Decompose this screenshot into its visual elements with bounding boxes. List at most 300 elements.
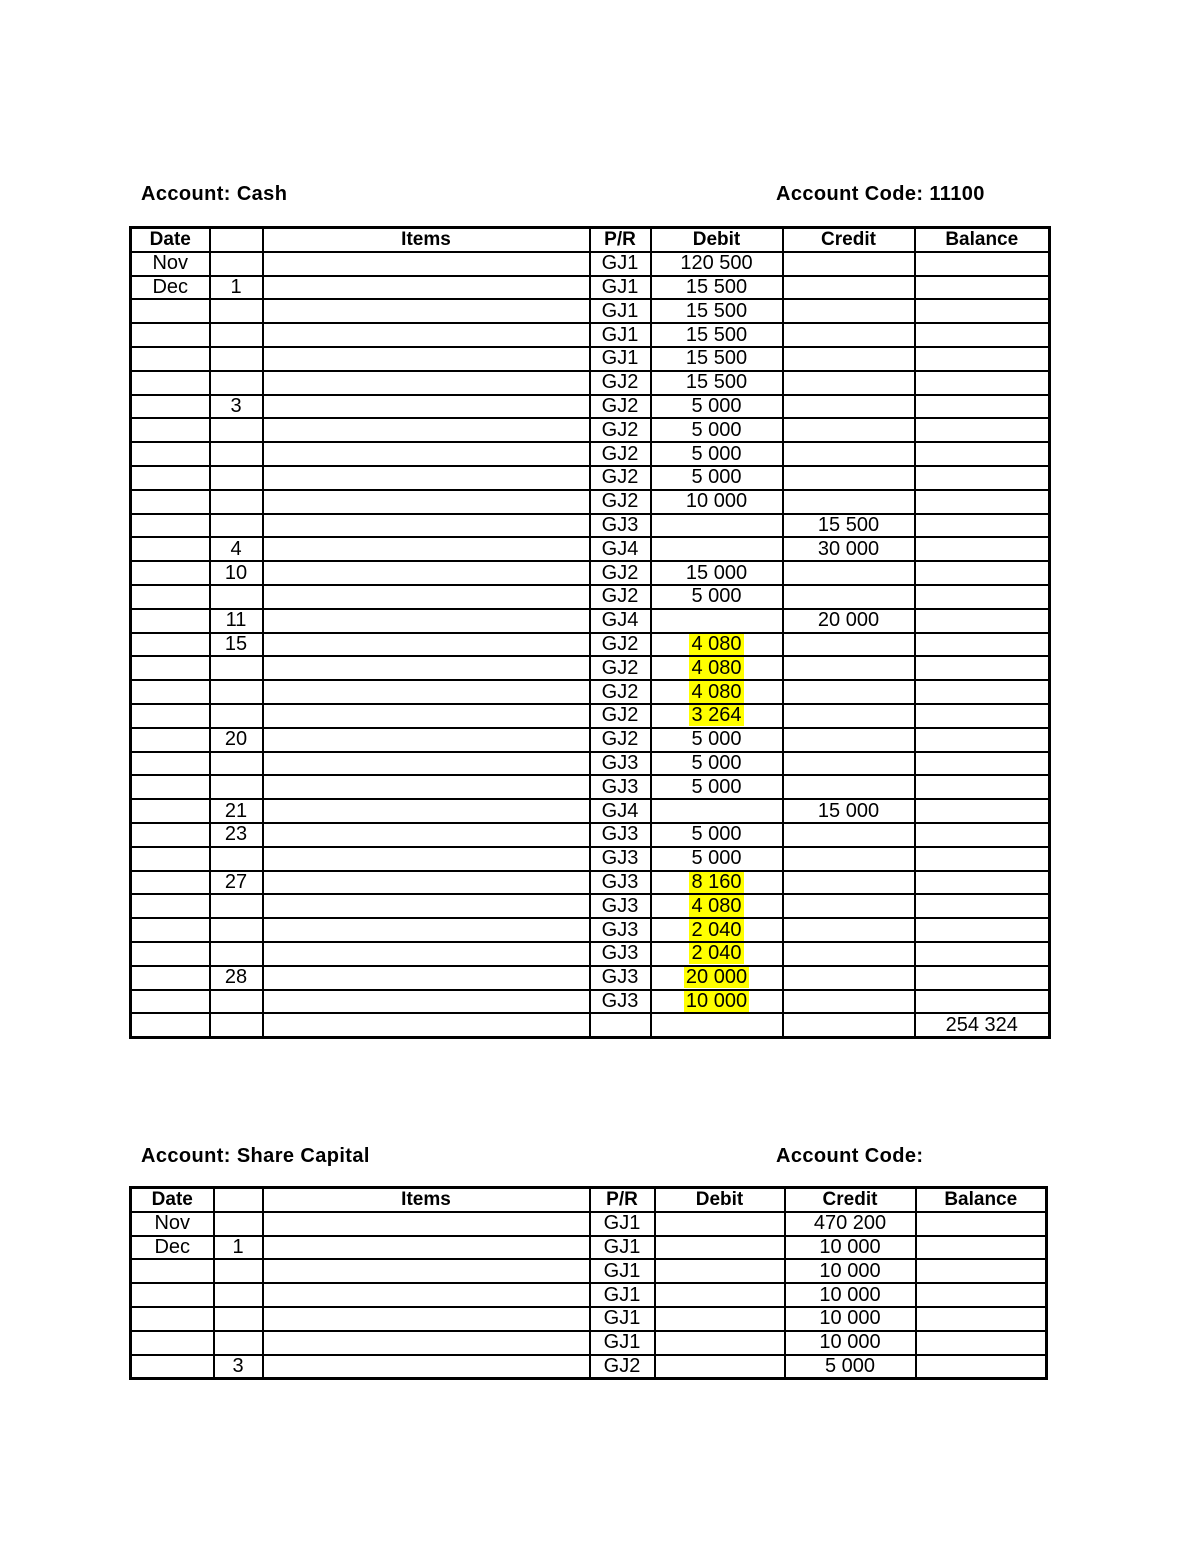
ledger-row bbox=[131, 490, 1050, 514]
items-cell bbox=[263, 1283, 590, 1307]
col-header-balance: Balance bbox=[915, 228, 1050, 252]
items-cell bbox=[263, 1331, 590, 1355]
credit-cell: 10 000 bbox=[785, 1307, 916, 1331]
balance-cell bbox=[916, 1283, 1047, 1307]
credit-cell bbox=[783, 418, 915, 442]
balance-cell bbox=[915, 942, 1050, 966]
date-day-cell bbox=[210, 514, 263, 538]
balance-cell bbox=[915, 728, 1050, 752]
date-day-cell: 21 bbox=[210, 799, 263, 823]
col-header-credit: Credit bbox=[785, 1188, 916, 1212]
items-cell bbox=[263, 371, 590, 395]
balance-cell bbox=[915, 537, 1050, 561]
date-day-cell bbox=[210, 466, 263, 490]
debit-cell: 5 000 bbox=[651, 847, 783, 871]
balance-cell bbox=[915, 299, 1050, 323]
account-name: Account: Cash bbox=[141, 183, 288, 205]
ledger-row bbox=[131, 704, 1050, 728]
highlighted-amount: 4 080 bbox=[691, 680, 742, 703]
items-cell bbox=[263, 252, 590, 276]
debit-cell: 5 000 bbox=[651, 823, 783, 847]
balance-cell bbox=[916, 1236, 1047, 1260]
pr-cell bbox=[590, 1013, 651, 1037]
items-cell bbox=[263, 894, 590, 918]
date-month-cell bbox=[131, 395, 210, 419]
credit-cell bbox=[783, 966, 915, 990]
pr-cell: GJ3 bbox=[590, 752, 651, 776]
balance-cell bbox=[916, 1259, 1047, 1283]
date-day-cell bbox=[210, 347, 263, 371]
items-cell bbox=[263, 656, 590, 680]
ledger-row bbox=[131, 299, 1050, 323]
pr-cell: GJ4 bbox=[590, 609, 651, 633]
balance-cell bbox=[915, 323, 1050, 347]
items-cell bbox=[263, 561, 590, 585]
items-cell bbox=[263, 680, 590, 704]
balance-cell bbox=[915, 680, 1050, 704]
credit-cell bbox=[783, 1013, 915, 1037]
date-month-cell bbox=[131, 942, 210, 966]
balance-cell bbox=[915, 775, 1050, 799]
ledger-row bbox=[131, 680, 1050, 704]
credit-cell bbox=[783, 371, 915, 395]
balance-cell bbox=[915, 514, 1050, 538]
debit-cell: 120 500 bbox=[651, 252, 783, 276]
date-day-cell: 4 bbox=[210, 537, 263, 561]
date-month-cell bbox=[131, 847, 210, 871]
highlighted-amount: 3 264 bbox=[691, 704, 742, 727]
highlighted-amount: 20 000 bbox=[685, 966, 748, 989]
items-cell bbox=[263, 728, 590, 752]
credit-cell bbox=[783, 585, 915, 609]
credit-cell bbox=[783, 942, 915, 966]
date-day-cell bbox=[210, 371, 263, 395]
date-month-cell bbox=[131, 1355, 214, 1379]
ledger-row bbox=[131, 561, 1050, 585]
items-cell bbox=[263, 299, 590, 323]
debit-cell bbox=[651, 942, 783, 966]
ledger-row bbox=[131, 871, 1050, 895]
date-month-cell bbox=[131, 990, 210, 1014]
date-day-cell bbox=[210, 252, 263, 276]
debit-cell bbox=[655, 1283, 785, 1307]
pr-cell: GJ2 bbox=[590, 371, 651, 395]
date-day-cell: 28 bbox=[210, 966, 263, 990]
date-month-cell bbox=[131, 680, 210, 704]
credit-cell bbox=[783, 680, 915, 704]
debit-cell bbox=[651, 918, 783, 942]
credit-cell bbox=[783, 775, 915, 799]
share-capital-account-header bbox=[141, 1145, 1001, 1175]
pr-cell: GJ1 bbox=[590, 347, 651, 371]
ledger-row bbox=[131, 442, 1050, 466]
ledger-rows bbox=[131, 252, 1050, 1038]
items-cell bbox=[263, 323, 590, 347]
pr-cell: GJ2 bbox=[590, 561, 651, 585]
items-cell bbox=[263, 918, 590, 942]
date-month-cell: Nov bbox=[131, 252, 210, 276]
credit-cell bbox=[783, 823, 915, 847]
col-header-items: Items bbox=[263, 1188, 590, 1212]
credit-cell bbox=[783, 918, 915, 942]
debit-cell: 5 000 bbox=[651, 728, 783, 752]
col-header-debit: Debit bbox=[655, 1188, 785, 1212]
items-cell bbox=[263, 490, 590, 514]
date-day-cell bbox=[210, 418, 263, 442]
debit-cell bbox=[651, 680, 783, 704]
ledger-row bbox=[131, 1013, 1050, 1037]
pr-cell: GJ3 bbox=[590, 823, 651, 847]
pr-cell: GJ2 bbox=[590, 395, 651, 419]
ledger-row bbox=[131, 323, 1050, 347]
highlighted-amount: 4 080 bbox=[691, 894, 742, 917]
date-month-cell bbox=[131, 442, 210, 466]
date-day-cell bbox=[214, 1283, 263, 1307]
date-month-cell bbox=[131, 1331, 214, 1355]
items-cell bbox=[263, 1013, 590, 1037]
credit-cell bbox=[783, 299, 915, 323]
debit-cell: 5 000 bbox=[651, 442, 783, 466]
items-cell bbox=[263, 276, 590, 300]
debit-cell bbox=[651, 990, 783, 1014]
ledger-row bbox=[131, 514, 1050, 538]
date-month-cell bbox=[131, 799, 210, 823]
credit-cell bbox=[783, 871, 915, 895]
date-month-cell bbox=[131, 466, 210, 490]
credit-cell bbox=[783, 323, 915, 347]
credit-cell: 10 000 bbox=[785, 1283, 916, 1307]
balance-cell bbox=[915, 609, 1050, 633]
balance-cell bbox=[915, 633, 1050, 657]
highlighted-amount: 4 080 bbox=[691, 656, 742, 679]
items-cell bbox=[263, 1236, 590, 1260]
ledger-rows bbox=[131, 1212, 1047, 1379]
items-cell bbox=[263, 1307, 590, 1331]
date-month-cell bbox=[131, 537, 210, 561]
debit-cell bbox=[651, 871, 783, 895]
highlighted-amount: 4 080 bbox=[691, 632, 742, 655]
ledger-row bbox=[131, 395, 1050, 419]
ledger-row bbox=[131, 466, 1050, 490]
debit-cell bbox=[651, 894, 783, 918]
balance-cell bbox=[915, 466, 1050, 490]
credit-cell bbox=[783, 466, 915, 490]
account-name: Account: Share Capital bbox=[141, 1145, 370, 1167]
balance-cell: 254 324 bbox=[915, 1013, 1050, 1037]
ledger-row bbox=[131, 894, 1050, 918]
balance-cell bbox=[915, 918, 1050, 942]
ledger-row bbox=[131, 847, 1050, 871]
debit-cell bbox=[651, 609, 783, 633]
date-month-cell bbox=[131, 1283, 214, 1307]
debit-cell: 15 500 bbox=[651, 276, 783, 300]
col-header-date: Date bbox=[131, 228, 210, 252]
date-day-cell bbox=[210, 775, 263, 799]
date-month-cell bbox=[131, 728, 210, 752]
date-month-cell bbox=[131, 347, 210, 371]
items-cell bbox=[263, 1355, 590, 1379]
date-month-cell bbox=[131, 775, 210, 799]
items-cell bbox=[263, 823, 590, 847]
col-header-pr: P/R bbox=[590, 1188, 655, 1212]
date-month-cell bbox=[131, 561, 210, 585]
date-month-cell bbox=[131, 490, 210, 514]
date-day-cell bbox=[210, 752, 263, 776]
items-cell bbox=[263, 752, 590, 776]
debit-cell: 15 500 bbox=[651, 299, 783, 323]
debit-cell: 15 500 bbox=[651, 347, 783, 371]
pr-cell: GJ3 bbox=[590, 514, 651, 538]
date-day-cell: 11 bbox=[210, 609, 263, 633]
items-cell bbox=[263, 990, 590, 1014]
pr-cell: GJ3 bbox=[590, 847, 651, 871]
credit-cell: 10 000 bbox=[785, 1331, 916, 1355]
items-cell bbox=[263, 395, 590, 419]
col-header-items: Items bbox=[263, 228, 590, 252]
date-day-cell: 3 bbox=[214, 1355, 263, 1379]
ledger-row bbox=[131, 418, 1050, 442]
credit-cell bbox=[783, 728, 915, 752]
date-day-cell bbox=[210, 585, 263, 609]
debit-cell bbox=[655, 1259, 785, 1283]
ledger-row bbox=[131, 347, 1050, 371]
balance-cell bbox=[915, 276, 1050, 300]
date-month-cell bbox=[131, 894, 210, 918]
credit-cell bbox=[783, 442, 915, 466]
cash-account-header bbox=[141, 183, 1001, 213]
credit-cell bbox=[783, 561, 915, 585]
balance-cell bbox=[915, 418, 1050, 442]
balance-cell bbox=[915, 347, 1050, 371]
date-day-cell bbox=[210, 918, 263, 942]
balance-cell bbox=[915, 395, 1050, 419]
pr-cell: GJ2 bbox=[590, 656, 651, 680]
credit-cell: 5 000 bbox=[785, 1355, 916, 1379]
debit-cell bbox=[651, 966, 783, 990]
pr-cell: GJ2 bbox=[590, 418, 651, 442]
pr-cell: GJ2 bbox=[590, 490, 651, 514]
pr-cell: GJ1 bbox=[590, 1236, 655, 1260]
date-day-cell bbox=[210, 299, 263, 323]
debit-cell: 5 000 bbox=[651, 775, 783, 799]
balance-cell bbox=[916, 1331, 1047, 1355]
highlighted-amount: 8 160 bbox=[691, 870, 742, 893]
date-day-cell bbox=[210, 442, 263, 466]
balance-cell bbox=[915, 752, 1050, 776]
balance-cell bbox=[916, 1212, 1047, 1236]
debit-cell: 5 000 bbox=[651, 585, 783, 609]
col-header-date: Date bbox=[131, 1188, 214, 1212]
ledger-row bbox=[131, 918, 1050, 942]
balance-cell bbox=[915, 561, 1050, 585]
debit-cell bbox=[655, 1212, 785, 1236]
debit-cell bbox=[655, 1236, 785, 1260]
col-header-credit: Credit bbox=[783, 228, 915, 252]
debit-cell: 5 000 bbox=[651, 466, 783, 490]
date-day-cell: 10 bbox=[210, 561, 263, 585]
highlighted-amount: 2 040 bbox=[691, 918, 742, 941]
balance-cell bbox=[915, 871, 1050, 895]
date-month-cell bbox=[131, 514, 210, 538]
date-month-cell bbox=[131, 656, 210, 680]
debit-cell: 5 000 bbox=[651, 752, 783, 776]
date-month-cell bbox=[131, 704, 210, 728]
ledger-row bbox=[131, 966, 1050, 990]
balance-cell bbox=[915, 252, 1050, 276]
ledger-row bbox=[131, 1355, 1047, 1379]
pr-cell: GJ2 bbox=[590, 585, 651, 609]
credit-cell bbox=[783, 656, 915, 680]
ledger-row bbox=[131, 799, 1050, 823]
credit-cell bbox=[783, 990, 915, 1014]
col-header-debit: Debit bbox=[651, 228, 783, 252]
date-month-cell bbox=[131, 871, 210, 895]
credit-cell: 15 000 bbox=[783, 799, 915, 823]
credit-cell bbox=[783, 894, 915, 918]
debit-cell bbox=[651, 537, 783, 561]
items-cell bbox=[263, 966, 590, 990]
ledger-row bbox=[131, 1283, 1047, 1307]
cash-ledger-table bbox=[129, 226, 1051, 1039]
credit-cell bbox=[783, 252, 915, 276]
date-day-cell bbox=[214, 1331, 263, 1355]
credit-cell bbox=[783, 276, 915, 300]
balance-cell bbox=[915, 894, 1050, 918]
date-month-cell bbox=[131, 752, 210, 776]
items-cell bbox=[263, 466, 590, 490]
items-cell bbox=[263, 537, 590, 561]
pr-cell: GJ3 bbox=[590, 990, 651, 1014]
date-day-cell: 3 bbox=[210, 395, 263, 419]
ledger-row bbox=[131, 942, 1050, 966]
ledger-row bbox=[131, 1212, 1047, 1236]
ledger-row bbox=[131, 609, 1050, 633]
ledger-row bbox=[131, 990, 1050, 1014]
date-day-cell: 23 bbox=[210, 823, 263, 847]
items-cell bbox=[263, 347, 590, 371]
pr-cell: GJ1 bbox=[590, 1212, 655, 1236]
date-month-cell bbox=[131, 633, 210, 657]
pr-cell: GJ1 bbox=[590, 276, 651, 300]
credit-cell bbox=[783, 704, 915, 728]
ledger-row bbox=[131, 1236, 1047, 1260]
pr-cell: GJ3 bbox=[590, 966, 651, 990]
date-month-cell bbox=[131, 299, 210, 323]
balance-cell bbox=[916, 1355, 1047, 1379]
balance-cell bbox=[915, 442, 1050, 466]
credit-cell: 20 000 bbox=[783, 609, 915, 633]
credit-cell bbox=[783, 752, 915, 776]
items-cell bbox=[263, 942, 590, 966]
date-day-cell bbox=[210, 847, 263, 871]
ledger-row bbox=[131, 537, 1050, 561]
credit-cell: 470 200 bbox=[785, 1212, 916, 1236]
pr-cell: GJ2 bbox=[590, 442, 651, 466]
debit-cell: 15 500 bbox=[651, 371, 783, 395]
date-month-cell bbox=[131, 609, 210, 633]
debit-cell bbox=[651, 704, 783, 728]
date-month-cell bbox=[131, 1013, 210, 1037]
ledger-row bbox=[131, 1331, 1047, 1355]
balance-cell bbox=[915, 847, 1050, 871]
debit-cell bbox=[651, 1013, 783, 1037]
debit-cell bbox=[655, 1307, 785, 1331]
debit-cell: 5 000 bbox=[651, 418, 783, 442]
date-month-cell bbox=[131, 418, 210, 442]
date-day-cell bbox=[210, 990, 263, 1014]
date-day-cell bbox=[210, 942, 263, 966]
items-cell bbox=[263, 442, 590, 466]
date-month-cell: Dec bbox=[131, 276, 210, 300]
pr-cell: GJ3 bbox=[590, 918, 651, 942]
date-day-cell bbox=[210, 894, 263, 918]
debit-cell: 10 000 bbox=[651, 490, 783, 514]
credit-cell: 10 000 bbox=[785, 1259, 916, 1283]
ledger-row bbox=[131, 752, 1050, 776]
col-header-balance: Balance bbox=[916, 1188, 1047, 1212]
items-cell bbox=[263, 775, 590, 799]
items-cell bbox=[263, 585, 590, 609]
pr-cell: GJ1 bbox=[590, 1259, 655, 1283]
pr-cell: GJ2 bbox=[590, 704, 651, 728]
debit-cell: 15 500 bbox=[651, 323, 783, 347]
date-month-cell: Dec bbox=[131, 1236, 214, 1260]
ledger-row bbox=[131, 775, 1050, 799]
pr-cell: GJ2 bbox=[590, 633, 651, 657]
balance-cell bbox=[915, 704, 1050, 728]
debit-cell bbox=[651, 656, 783, 680]
balance-cell bbox=[916, 1307, 1047, 1331]
ledger-row bbox=[131, 1307, 1047, 1331]
debit-cell bbox=[651, 514, 783, 538]
ledger-row bbox=[131, 1259, 1047, 1283]
items-cell bbox=[263, 609, 590, 633]
date-day-cell: 15 bbox=[210, 633, 263, 657]
header-row bbox=[131, 228, 1050, 252]
date-day-cell bbox=[210, 656, 263, 680]
header-row bbox=[131, 1188, 1047, 1212]
items-cell bbox=[263, 1259, 590, 1283]
date-month-cell: Nov bbox=[131, 1212, 214, 1236]
balance-cell bbox=[915, 371, 1050, 395]
date-month-cell bbox=[131, 1259, 214, 1283]
pr-cell: GJ3 bbox=[590, 894, 651, 918]
debit-cell bbox=[655, 1355, 785, 1379]
balance-cell bbox=[915, 966, 1050, 990]
credit-cell bbox=[783, 633, 915, 657]
date-day-cell bbox=[214, 1307, 263, 1331]
pr-cell: GJ1 bbox=[590, 323, 651, 347]
date-month-cell bbox=[131, 323, 210, 347]
items-cell bbox=[263, 799, 590, 823]
date-day-cell bbox=[210, 490, 263, 514]
account-code: Account Code: bbox=[776, 1145, 924, 1167]
credit-cell bbox=[783, 847, 915, 871]
credit-cell: 15 500 bbox=[783, 514, 915, 538]
ledger-row bbox=[131, 633, 1050, 657]
pr-cell: GJ3 bbox=[590, 775, 651, 799]
ledger-row bbox=[131, 585, 1050, 609]
ledger-row bbox=[131, 371, 1050, 395]
date-month-cell bbox=[131, 371, 210, 395]
pr-cell: GJ2 bbox=[590, 466, 651, 490]
balance-cell bbox=[915, 585, 1050, 609]
pr-cell: GJ1 bbox=[590, 1307, 655, 1331]
debit-cell bbox=[651, 633, 783, 657]
credit-cell bbox=[783, 347, 915, 371]
date-month-cell bbox=[131, 966, 210, 990]
debit-cell: 15 000 bbox=[651, 561, 783, 585]
